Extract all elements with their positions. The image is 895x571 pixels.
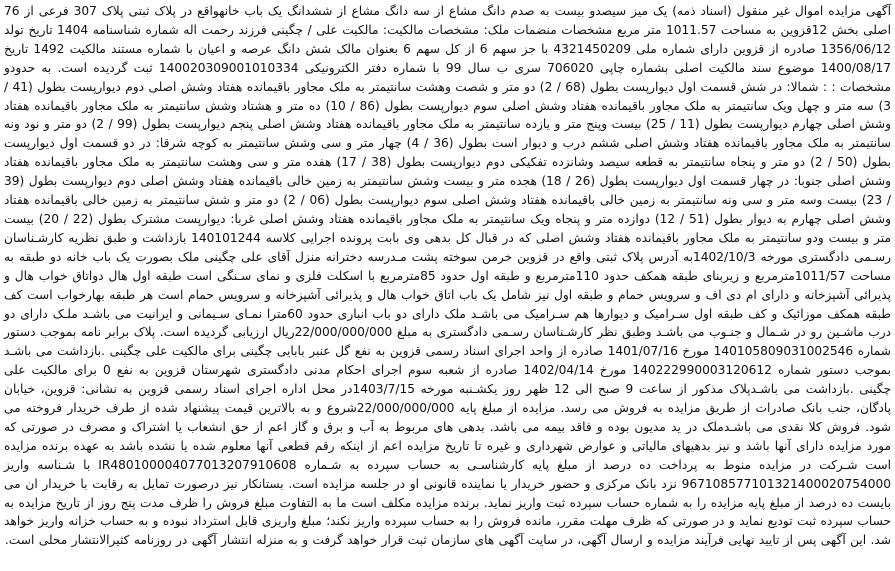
auction-notice-text: آگهی مزایده اموال غیر منقول (اسناد ذمه) یک میز سیصدو بیست به صدم دانگ مشاع از سه دانگ مشاع از ششدانگ یک باب خانهواقع در پلاک ثبتی پلاک 307 فرعی از 76 اصلی بخش 12قزوین به مساحت 1011.57 متر مربع مشخصات منضمات ملک: مشخصات مالکیت: مالکیت علی / چگینی فرزند رحمت اله شماره شناسنامه 1404 تاریخ تولد 1356/06/12 صادره از قزوین دارای شماره ملی 4321450209 با جز سهم 6 از کل سهم 6 بعنوان مالک شش دانگ عرصه و اعیان با شماره مستند مالکیت 1492 تاریخ 1400/08/17 موضوع سند مالکیت اصلی بشماره چاپی 706020 سری ب سال 99 با شماره دفتر الکترونیکی 140020309001010334 ثبت گردیده است. به حدودو مشخصات : : شمالا: در شش قسمت اول دیوارپست بطول (68 / 2) دو متر و شصت وهشت سانتیمتر به ملک مجاور باقیمانده هفتاد وشش اصلی دوم دیوارپست بطول (41 / 3) سه متر و چهل ویک سانتیمتر به ملک مجاور باقیمانده هفتاد وشش اصلی سوم دیوارپست بطول (86 / 10) ده متر و هشتاد وشش سانتیمتر به ملک مجاور باقیمانده هفتاد وشش اصلی چهارم دیوارپست بطول (11 / 25) بیست وپنج متر و یازده سانتیمتر به ملک مجاور باقیمانده هفتاد وشش اصلی پنجم دیوارپست بطول (99 / 2) دو متر و نود ونه سانتیمتر به ملک مجاور باقیمانده هفتاد وشش اصلی ششم درب و دیوار است بطول (36 / 4) چهار متر و سی وشش سانتیمتر به کوچه شرقا: در دو قسمت اول دیوارپست بطول (50 / 2) دو متر و پنجاه سانتیمتر به قطعه سیصد وشانزده تفکیکی دوم دیوارپست بطول (38 / 17) هفده متر و سی وهشت سانتیمتر به ملک مجاور باقیمانده هفتاد وشش اصلی جنوبا: در چهار قسمت اول دیوارپست بطول (26 / 18) هجده متر و بیست وشش سانتیمتر به زمین خالی باقیمانده هفتاد وشش اصلی دوم دیوارپست بطول (39 / 23) بیست وسه متر و سی ونه سانتیمتر به زمین خالی باقیمانده هفتاد وشش اصلی سوم دیوارپست بطول (06 / 2) دو متر و شش سانتیمتر به زمین خالی باقیمانده هفتاد وشش اصلی چهارم به دیوار بطول (51 / 12) دوازده متر و پنجاه ویک سانتیمتر به ملک مجاور باقیمانده هفتاد وشش اصلی غربا: دیوارپست مشترک بطول (22 / 20) بیست متر و بیست ودو سانتیمتر به ملک مجاور باقیمانده هفتاد وشش اصلی که در قبال کل بدهی وی بابت پرونده اجرایی کلاسه 140101244 بازداشت و طبق نظریه کارشـناسان رسـمی دادگستری مورخه 1402/10/3به آدرس پلاک ثبتی واقع در قزوین خرمن سوخته پشت مـدرسه دخترانه منزل آقای علی چگینی ملک بصورت یک باب خانه دو طبقه به مساحت 1011/57مترمربع و زیربنای طبقه همکف حدود 110مترمربع و طبقه اول حدود 85مترمربع با اسکلت فلزی و نمای سـنگی است طبقه اول هال دواتاق خواب هال و پذیرائی آشپزخانه و دارای ام دی اف و سرویس حمام و طبقه اول نیز شامل یک باب اتاق خواب هال و پذیرائی آشپزخانه و سرویس حمام است هر طبقه بهارخواب است کف طبقه همکف موزائیک و کف طبقه اول سـرامیک و دیوارها هم سـرامیک می باشـد ملک دارای دو باب انباری حدود 60مترا نمـای سـیمانی و ایرانیت می باشـد ملـک دارای دو درب ماشـین رو در شـمال و جنـوب می باشـد وطبق نظر کارشـناسان رسـمی دادگستری به مبلغ 22/000/000/000ریال ارزیابی گردیده است. پلاک برابر نامه بموجب دستور شماره 140105809031002546 مورخ 1401/07/16 صادره از واحد اجرای اسناد رسمی قزوین به نفع گل عنبر بابایی چگینی برای مالکیت علی چگینی .بازداشت می باشـد بموجب دستور شماره 140222990003120612 مورخ 1402/04/14 صادره از شعبه سوم اجرای احکام مدنی دادگستری شهرستان قزوین به نفع 0 برای مالکیت علی چگینی .بازداشت می باشـدپلاک مذکور از ساعت 9 صبح الی 12 ظهر روز یکشـنبه مورخه 1403/7/15در محل اداره اجرای اسناد رسمی قزوین به نشانی: قزوین، خیابان پادگان، جنب بانک صادرات از طریق مزایده به فروش می رسد. مزایده از مبلغ پایه 22/000/000/000شروع و به بالاترین قیمت پیشنهاد شده از طرف خریدار فروخته می شود. فروش کلا نقدی می باشـدملک در ید مدیون بوده و فاقد بیمه می باشد. بدهی های مربوط به آب و برق و گاز اعم از حق انشعاب یا اشتراک و مصرف در صورتی که مورد مزایده دارای آنها باشد و نیز بدهیهای مالیاتی و عوارض شهرداری و غیره تا تاریخ مزایده اعم از اینکه رقم قطعی آنها معلوم شده یا نشده باشد به عهده برنده مزایده است شـرکت در مزایده منوط به پرداخت ده درصد از مبلغ پایه کارشناسـی به حساب سپرده به شـماره IR480100004077013207910608 با شـناسه واریز 967108577101321400020754000 نزد بانک مرکزی و حضور خریدار یا نماینده قانونی او در جلسه مزایده است. بستانکار نیز درصورت تمایل به رقابت با خریدار ان می بایست ده درصد از مبلغ پایه مزایده را به شماره حساب سپرده ثبت واریز نماید. برنده مزایده مکلف است ما به التفاوت مبلغ فروش را ظرف مدت پنج روز از تاریخ مزایده به حساب سپرده ثبت تودیع نماید و در صورتی که ظرف مهلت مقرر، مانده فروش را به حساب سپرده واریز نکند؛ مبلغ واریزی قابل استرداد نبوده و به حساب خزانه واریز خواهد شد. این آگهی پس از تایید نهایی فرآیند مزایده و ارسال آگهی، در سایت آگهی های سازمان ثبت قرار خواهد گرفت و به منزله انتشار آگهی در روزنامه کثیرالانتشار محلی است.	[4, 4, 892, 548]
